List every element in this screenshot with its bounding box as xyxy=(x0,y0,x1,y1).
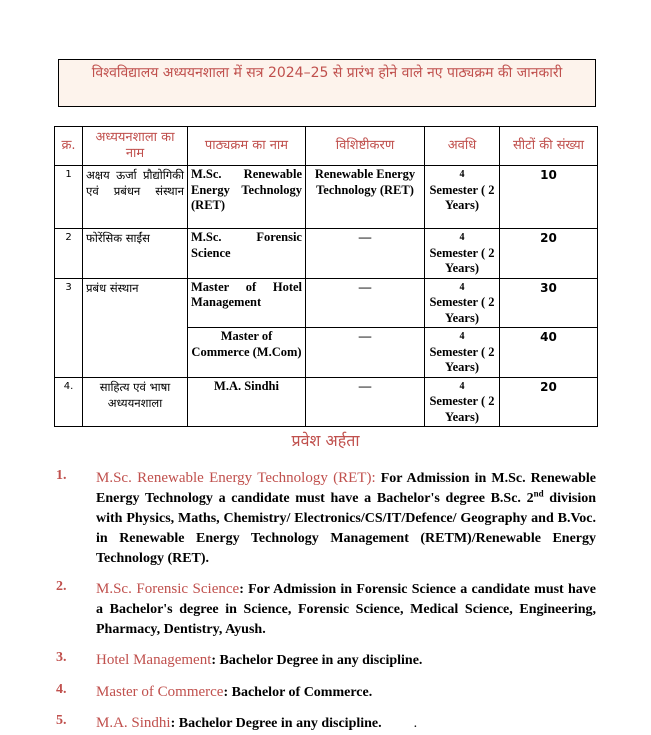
table-row xyxy=(55,166,598,229)
row-course: M.A. Sindhi xyxy=(188,377,306,427)
row-department: अक्षय ऊर्जा प्रौद्योगिकी एवं प्रबंधन संस्थान xyxy=(83,166,188,229)
duration-text: Semester ( 2 Years) xyxy=(429,182,495,212)
table-row xyxy=(55,278,598,328)
item-label: Master of Commerce xyxy=(96,684,224,700)
row-department: फोरेंसिक साईंस xyxy=(83,229,188,279)
row-seats: 40 xyxy=(500,328,598,378)
page-title: विश्वविद्यालय अध्ययनशाला में सत्र 2024–25 से प्रारंभ होने वाले नए पाठ्यक्रम की जानकारी xyxy=(58,59,596,107)
row-duration xyxy=(425,278,500,328)
row-duration xyxy=(425,229,500,279)
row-specialization: — xyxy=(306,278,425,328)
table-row xyxy=(55,377,598,427)
item-detail: : Bachelor Degree in any discipline. xyxy=(211,653,423,668)
duration-text: Semester ( 2 Years) xyxy=(429,344,495,374)
item-detail: : Bachelor Degree in any discipline. xyxy=(170,716,382,731)
duration-number: 4 xyxy=(459,232,465,243)
item-text xyxy=(96,579,596,640)
item-label: M.Sc. Forensic Science xyxy=(96,581,240,597)
row-serial: 3 xyxy=(55,278,83,377)
row-duration xyxy=(425,328,500,378)
row-course: Master of Commerce (M.Com) xyxy=(188,328,306,378)
duration-number: 4 xyxy=(459,281,465,293)
header-course: पाठ्यक्रम का नाम xyxy=(188,127,306,166)
row-department: साहित्य एवं भाषा अध्ययनशाला xyxy=(83,377,188,427)
item-number: 1. xyxy=(56,468,67,483)
row-course: M.Sc. Renewable Energy Technology (RET) xyxy=(188,166,306,229)
eligibility-item xyxy=(56,713,596,734)
duration-number: 4 xyxy=(459,169,465,180)
item-text xyxy=(96,713,596,734)
row-seats: 10 xyxy=(500,166,598,229)
eligibility-item xyxy=(56,468,596,569)
trailing-dot: . xyxy=(413,716,418,731)
item-text xyxy=(96,468,596,569)
eligibility-item xyxy=(56,650,596,671)
row-serial: 4. xyxy=(55,377,83,427)
item-superscript: nd xyxy=(533,488,544,499)
row-course: M.Sc. Forensic Science xyxy=(188,229,306,279)
row-department: प्रबंध संस्थान xyxy=(83,278,188,377)
duration-number: 4 xyxy=(459,380,465,392)
row-course: Master of Hotel Management xyxy=(188,278,306,328)
row-serial: 1 xyxy=(55,166,83,229)
duration-text: Semester ( 2 Years) xyxy=(429,295,495,325)
item-detail: For Admission in M.Sc. Renewable Energy Technology a candidate must have a Bachelor's degree B.Sc. 2 xyxy=(96,471,596,506)
item-detail-continued: division with Physics, Maths, Chemistry/ Electronics/CS/IT/Defence/ Geography and B.Voc. in Renewable Energy Technology Management (RETM)/Renewable Energy Technology (RET). xyxy=(96,491,596,566)
eligibility-heading: प्रवेश अर्हता xyxy=(291,431,360,450)
table-row xyxy=(55,229,598,279)
eligibility-item xyxy=(56,682,596,703)
item-text xyxy=(96,650,596,671)
duration-text: Semester ( 2 Years) xyxy=(429,245,495,275)
item-detail: : Bachelor of Commerce. xyxy=(223,685,373,700)
item-label: Hotel Management xyxy=(96,652,212,668)
eligibility-item xyxy=(56,579,596,640)
row-duration xyxy=(425,377,500,427)
item-detail: : For Admission in Forensic Science a candidate must have a Bachelor's degree in Science, Forensic Science, Medical Science, Engineering, Pharmacy, Dentistry, Ayush. xyxy=(96,582,596,637)
row-duration xyxy=(425,166,500,229)
item-number: 2. xyxy=(56,579,67,594)
header-seats: सीटों की संख्या xyxy=(500,127,598,166)
row-specialization: — xyxy=(306,229,425,279)
header-duration: अवधि xyxy=(425,127,500,166)
header-specialization: विशिष्टीकरण xyxy=(306,127,425,166)
duration-number: 4 xyxy=(459,331,465,342)
row-seats: 20 xyxy=(500,229,598,279)
item-number: 3. xyxy=(56,650,67,665)
duration-text: Semester ( 2 Years) xyxy=(429,394,495,424)
row-serial: 2 xyxy=(55,229,83,279)
header-serial: क्र. xyxy=(55,127,83,166)
item-text xyxy=(96,682,596,703)
row-specialization: — xyxy=(306,377,425,427)
row-specialization: Renewable Energy Technology (RET) xyxy=(306,166,425,229)
item-number: 5. xyxy=(56,713,67,728)
row-seats: 20 xyxy=(500,377,598,427)
header-department: अध्ययनशाला का नाम xyxy=(83,127,188,166)
item-number: 4. xyxy=(56,682,67,697)
courses-table xyxy=(54,126,598,427)
table-header-row xyxy=(55,127,598,166)
item-label: M.Sc. Renewable Energy Technology (RET): xyxy=(96,470,376,486)
row-seats: 30 xyxy=(500,278,598,328)
row-specialization: — xyxy=(306,328,425,378)
item-label: M.A. Sindhi xyxy=(96,715,171,731)
